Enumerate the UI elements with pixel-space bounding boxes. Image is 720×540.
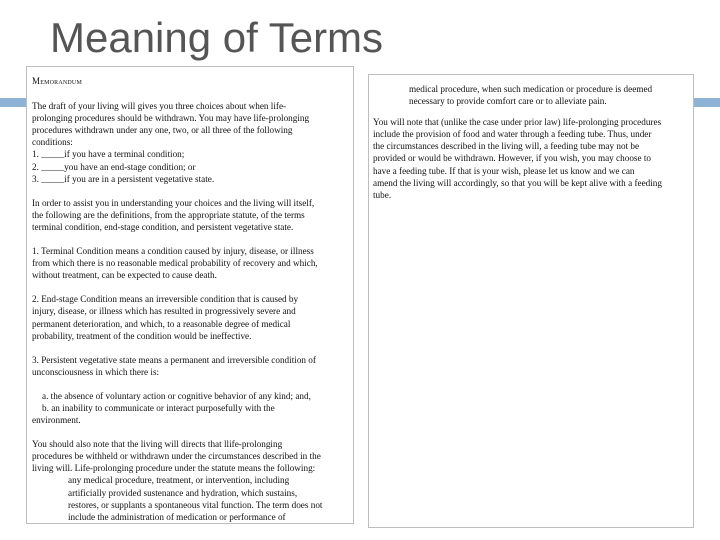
- intro-paragraph: [32, 100, 348, 185]
- choice-line: 3. _____if you are in a persistent vegetative state.: [32, 173, 215, 184]
- text-line: probability, treatment of the condition would be ineffective.: [32, 330, 252, 341]
- text-line: In order to assist you in understanding your choices and the living will itself,: [32, 197, 315, 208]
- quoted-line: artificially provided sustenance and hydration, which sustains,: [68, 487, 298, 498]
- text-line: 1. Terminal Condition means a condition caused by injury, disease, or illness: [32, 246, 314, 257]
- memo-page-right: [368, 74, 694, 528]
- text-line: procedures be withheld or withdrawn under the circumstances described in the: [32, 451, 321, 462]
- text-line: prolonging procedures should be withdrawn. You may have life-prolonging: [32, 113, 310, 124]
- text-line: conditions:: [32, 137, 73, 148]
- choice-line: 1. _____if you have a terminal condition;: [32, 149, 185, 160]
- text-line: environment.: [32, 415, 81, 426]
- list-item: b. an inability to communicate or interact purposefully with the: [42, 402, 275, 413]
- definition-end-stage: [32, 293, 348, 341]
- text-line: without treatment, can be expected to cause death.: [32, 270, 217, 281]
- text-line: provided or would be withdrawn. However, if you wish, you may choose to: [373, 153, 652, 164]
- text-line: have a feeding tube. If that is your wish, please let us know and we can: [373, 165, 635, 176]
- memo-page-left: [26, 66, 354, 524]
- text-line: procedures withdrawn under any one, two, or all three of the following: [32, 125, 293, 136]
- text-line: You should also note that the living will directs that llife-prolonging: [32, 439, 283, 450]
- text-line: injury, disease, or illness which has resulted in progressively severe and: [32, 306, 296, 317]
- text-line: unconsciousness in which there is:: [32, 366, 160, 377]
- text-line: You will note that (unlike the case under prior law) life-prolonging procedures: [373, 117, 662, 128]
- text-line: from which there is no reasonable medical probability of recovery and which,: [32, 258, 318, 269]
- text-line: permanent deterioration, and which, to a reasonable degree of medical: [32, 318, 291, 329]
- feeding-tube-paragraph: [373, 116, 688, 201]
- spacer: [32, 378, 348, 390]
- definition-vegetative: [32, 354, 348, 426]
- quoted-line: any medical procedure, treatment, or intervention, including: [68, 475, 290, 486]
- quoted-line: include the administration of medication or performance of: [68, 511, 286, 522]
- text-line: include the provision of food and water through a feeding tube. Thus, under: [373, 129, 652, 140]
- quoted-line: restores, or supplants a spontaneous vital function. The term does not: [68, 499, 323, 510]
- text-line: tube.: [373, 189, 392, 200]
- text-line: necessary to provide comfort care or to alleviate pain.: [409, 96, 607, 107]
- text-line: terminal condition, end-stage condition, and persistent vegetative state.: [32, 221, 294, 232]
- list-item: a. the absence of voluntary action or cognitive behavior of any kind; and,: [42, 390, 311, 401]
- text-line: medical procedure, when such medication or procedure is deemed: [409, 84, 653, 94]
- text-line: living will. Life-prolonging procedure under the statute means the following:: [32, 463, 316, 474]
- memo-heading: Memorandum: [32, 76, 83, 86]
- definition-terminal: [32, 245, 348, 281]
- text-line: the circumstances described in the living will, a feeding tube may not be: [373, 141, 640, 152]
- slide-title: Meaning of Terms: [50, 14, 384, 61]
- right-accent-bar: [694, 98, 720, 107]
- assist-paragraph: [32, 197, 348, 233]
- continuation-paragraph: [373, 83, 688, 107]
- text-line: amend the living will accordingly, so that you will be kept alive with a feeding: [373, 177, 662, 188]
- text-line: 2. End-stage Condition means an irreversible condition that is caused by: [32, 294, 299, 305]
- left-accent-bar: [0, 98, 26, 107]
- text-line: 3. Persistent vegetative state means a permanent and irreversible condition of: [32, 354, 316, 365]
- note-paragraph: [32, 438, 348, 523]
- choice-line: 2. _____you have an end-stage condition; or: [32, 161, 196, 172]
- text-line: the following are the definitions, from the appropriate statute, of the terms: [32, 209, 305, 220]
- text-line: The draft of your living will gives you three choices about when life-: [32, 101, 287, 112]
